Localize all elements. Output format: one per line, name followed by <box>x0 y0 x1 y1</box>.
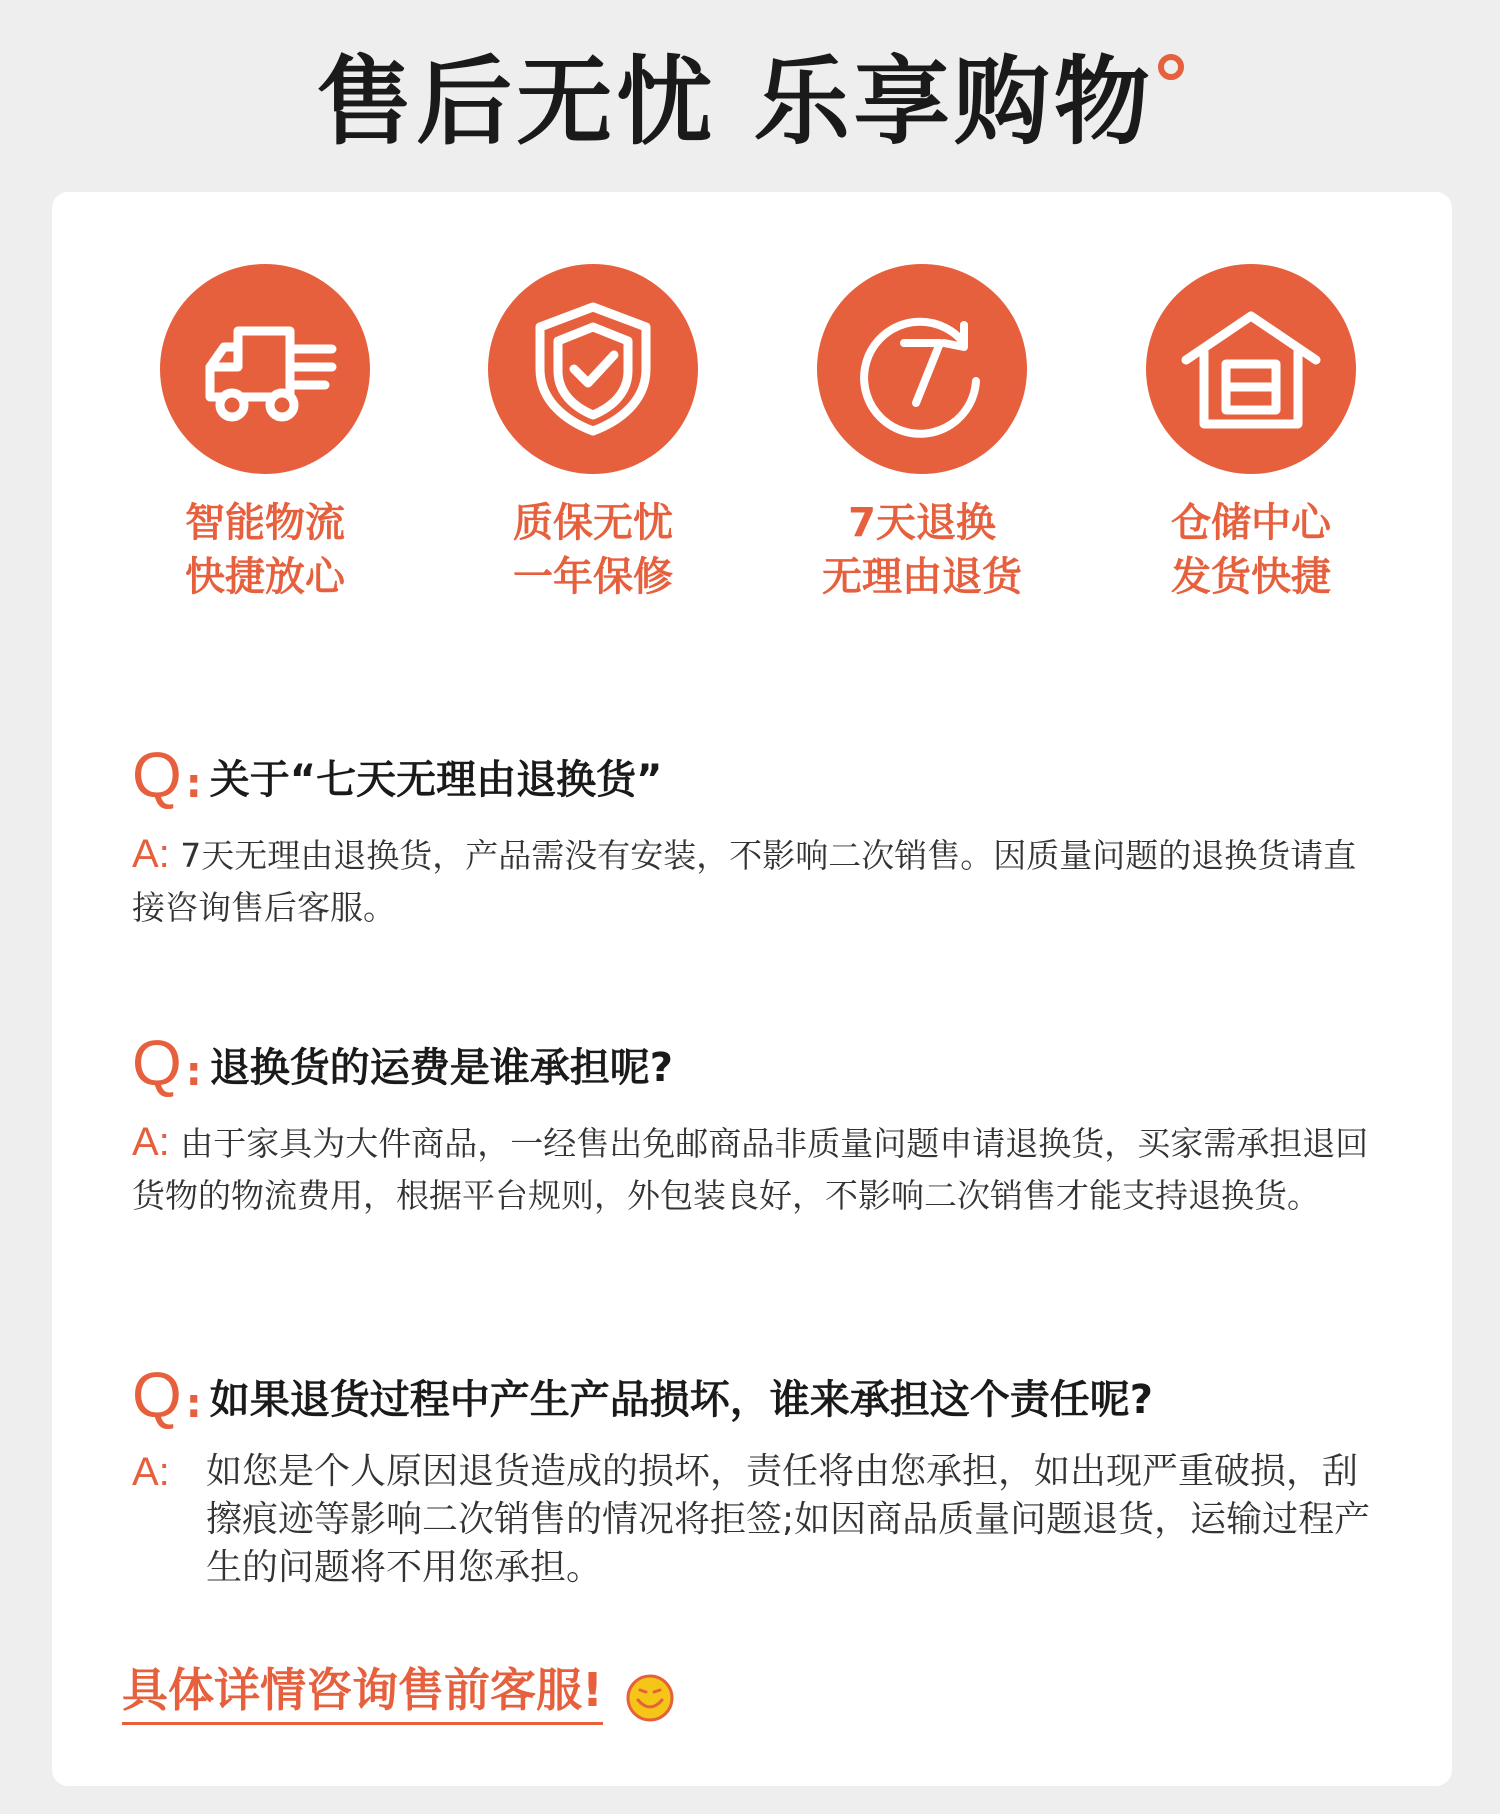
feature-warranty-line2: 一年保修 <box>513 554 673 600</box>
warehouse-icon <box>1146 264 1356 474</box>
presale-consult-link[interactable]: 具体详情咨询售前客服! <box>122 1660 603 1725</box>
q-colon: : <box>185 761 202 807</box>
faq-item <box>132 1360 1382 1592</box>
faq-question <box>132 1360 1382 1430</box>
feature-logistics-line1: 智能物流 <box>185 500 345 546</box>
q-mark: Q <box>132 1359 182 1431</box>
seven-day-return-icon <box>817 264 1027 474</box>
faq-question <box>132 740 1382 810</box>
question-text: 关于“七天无理由退换货” <box>209 757 663 803</box>
feature-logistics-line2: 快捷放心 <box>185 554 345 600</box>
a-mark: A: <box>132 832 170 876</box>
feature-warehouse <box>1101 264 1401 604</box>
smile-emoji-icon <box>624 1672 676 1728</box>
q-colon: : <box>185 1381 202 1427</box>
faq-answer <box>132 1448 1382 1592</box>
faq-item <box>132 740 1382 934</box>
q-colon: : <box>185 1049 202 1095</box>
answer-text: 如您是个人原因退货造成的损坏，责任将由您承担，如出现严重破损，刮擦痕迹等影响二次销售的情况将拒签;如因商品质量问题退货，运输过程产生的问题将不用您承担。 <box>206 1451 1371 1588</box>
a-mark: A: <box>132 1120 170 1164</box>
q-mark: Q <box>132 739 182 811</box>
answer-text: 由于家具为大件商品，一经售出免邮商品非质量问题申请退换货，买家需承担退回货物的物流费用，根据平台规则，外包装良好，不影响二次销售才能支持退换货。 <box>132 1124 1369 1215</box>
question-text: 如果退货过程中产生产品损坏，谁来承担这个责任呢? <box>209 1377 1153 1423</box>
faq-answer <box>132 828 1382 934</box>
feature-warehouse-line2: 发货快捷 <box>1171 554 1331 600</box>
shield-check-icon <box>488 264 698 474</box>
faq-answer <box>132 1116 1382 1222</box>
service-card <box>52 192 1452 1786</box>
feature-warranty-line1: 质保无忧 <box>513 500 673 546</box>
page-title-text: 售后无忧 乐享购物 <box>316 46 1154 158</box>
feature-warranty <box>443 264 743 604</box>
page-title <box>0 42 1500 162</box>
title-dot-icon <box>1158 54 1184 80</box>
feature-logistics <box>115 264 415 604</box>
faq-item <box>132 1028 1382 1222</box>
feature-return-line1: 7天退换 <box>848 500 996 546</box>
feature-return-line2: 无理由退货 <box>822 554 1022 600</box>
delivery-truck-icon <box>160 264 370 474</box>
faq-question <box>132 1028 1382 1098</box>
answer-text: 7天无理由退换货，产品需没有安装，不影响二次销售。因质量问题的退换货请直接咨询售后客服。 <box>132 836 1357 927</box>
a-mark: A: <box>132 1450 170 1494</box>
feature-warehouse-line1: 仓储中心 <box>1171 500 1331 546</box>
question-text: 退换货的运费是谁承担呢? <box>209 1045 673 1091</box>
q-mark: Q <box>132 1027 182 1099</box>
feature-return <box>772 264 1072 604</box>
